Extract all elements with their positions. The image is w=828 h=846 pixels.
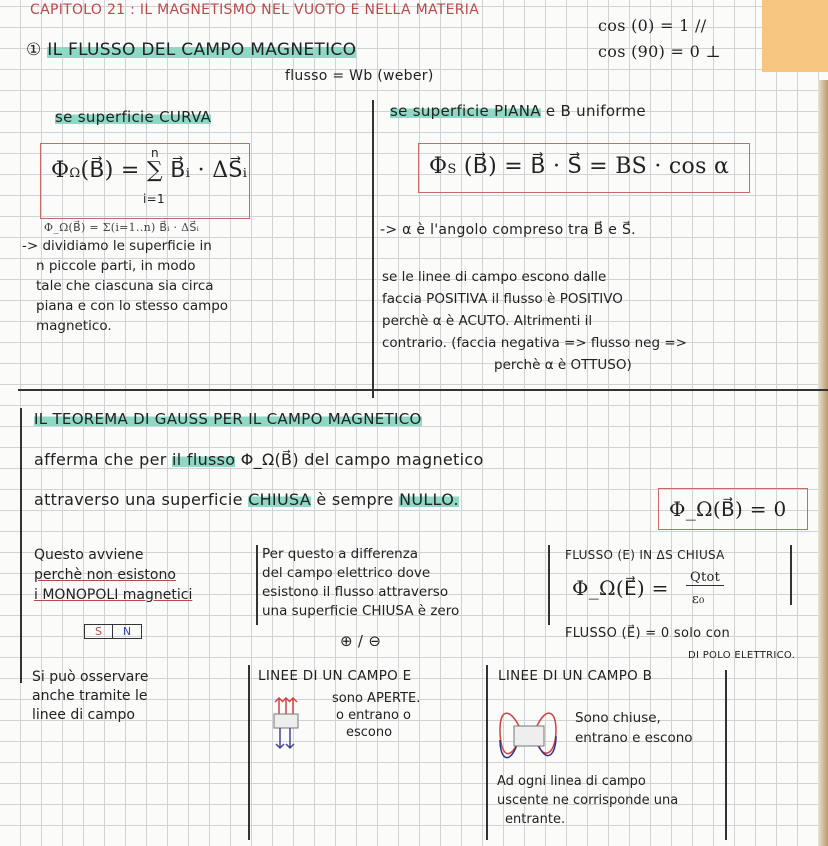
e-field-title: LINEE DI UN CAMPO E bbox=[258, 668, 412, 684]
electric-comparison bbox=[262, 545, 459, 621]
south-pole: S bbox=[85, 625, 113, 638]
column-divider bbox=[790, 545, 792, 605]
section-divider bbox=[18, 389, 828, 391]
north-pole: N bbox=[122, 625, 132, 638]
note-line: faccia POSITIVA il flusso è POSITIVO bbox=[382, 291, 623, 307]
magnetic-field-loops-icon bbox=[496, 700, 562, 768]
column-divider bbox=[548, 545, 550, 625]
note-line: uscente ne corrisponde una bbox=[497, 793, 679, 808]
note-line: entrano e escono bbox=[575, 730, 693, 746]
curved-flux-formula-box bbox=[40, 143, 250, 219]
note-line: linee di campo bbox=[32, 707, 135, 723]
formula-numerator: Qtot bbox=[686, 570, 724, 586]
chapter-title: CAPITOLO 21 : IL MAGNETISMO NEL VUOTO E NELLA MATERIA bbox=[30, 2, 480, 18]
note-line: esistono il flusso attraverso bbox=[262, 584, 449, 600]
b-field-title: LINEE DI UN CAMPO B bbox=[498, 668, 653, 684]
note-line: sono APERTE. bbox=[332, 691, 421, 706]
sticky-note bbox=[762, 0, 828, 72]
flat-flux-formula: ΦS (B⃗) = B⃗ · S⃗ = BS · cos α bbox=[429, 154, 730, 179]
note-line: anche tramite le bbox=[32, 688, 148, 704]
gauss-statement-1: afferma che per il flusso Φ_Ω(B⃗) del campo magnetico bbox=[34, 450, 484, 469]
note-line: del campo elettrico dove bbox=[262, 565, 431, 581]
electric-flux-note: FLUSSO (E⃗) = 0 solo con bbox=[565, 626, 731, 641]
charges-icon: ⊕ / ⊖ bbox=[340, 632, 382, 650]
note-line: entrante. bbox=[505, 812, 566, 827]
note-line: se le linee di campo escono dalle bbox=[382, 269, 607, 285]
column-divider bbox=[372, 100, 374, 398]
section-title-text: IL FLUSSO DEL CAMPO MAGNETICO bbox=[47, 40, 357, 60]
sum-lower: i=1 bbox=[143, 192, 165, 206]
curved-surface-heading: se superficie CURVA bbox=[55, 108, 212, 126]
note-line: o entrano o bbox=[336, 708, 412, 723]
b-field-note bbox=[497, 772, 678, 829]
section-title bbox=[26, 40, 356, 60]
note-line: perchè non esistono bbox=[34, 567, 176, 583]
note-line: Questo avviene bbox=[34, 547, 144, 563]
b-field-text bbox=[575, 708, 693, 748]
e-field-text bbox=[332, 690, 420, 741]
cos-note-0: cos (0) = 1 // bbox=[598, 16, 707, 35]
note-line: Ad ogni linea di campo bbox=[497, 774, 646, 789]
note-line: piana e con lo stesso campo bbox=[36, 298, 229, 314]
note-line: i MONOPOLI magnetici bbox=[34, 587, 193, 603]
curved-flux-formula: Φ_Ω(B⃗) = Σ(i=1..n) B⃗ᵢ · ΔS⃗ᵢ bbox=[44, 221, 200, 234]
column-divider bbox=[248, 665, 250, 840]
column-divider bbox=[256, 545, 258, 625]
column-divider bbox=[486, 665, 488, 840]
column-divider bbox=[725, 670, 727, 840]
cos-note-90: cos (90) = 0 ⊥ bbox=[598, 42, 721, 61]
magnet-icon bbox=[84, 624, 142, 639]
flat-surface-heading: se superficie PIANA e B uniforme bbox=[390, 102, 646, 120]
curved-flux-formula-drawn: ΦΩ(B⃗) = ∑ B⃗ᵢ · ΔS⃗ᵢ bbox=[51, 158, 248, 183]
flux-unit: flusso = Wb (weber) bbox=[285, 68, 434, 84]
field-lines-intro bbox=[32, 668, 148, 725]
section-number: ① bbox=[26, 40, 42, 60]
gauss-statement-2: attraverso una superficie CHIUSA è sempre NULLO. bbox=[34, 490, 459, 509]
curved-notes bbox=[22, 236, 228, 336]
formula-denominator: ε₀ bbox=[692, 592, 705, 607]
electric-flux-formula: Φ_Ω(E⃗) = bbox=[572, 576, 669, 600]
flat-notes bbox=[382, 266, 687, 376]
angle-note: -> α è l'angolo compreso tra B⃗ e S⃗. bbox=[380, 222, 636, 238]
gauss-formula-box bbox=[658, 488, 808, 530]
note-line: escono bbox=[346, 725, 393, 740]
flat-flux-formula-box bbox=[418, 143, 750, 193]
gauss-formula: Φ_Ω(B⃗) = 0 bbox=[669, 497, 787, 521]
note-line: Per questo a differenza bbox=[262, 546, 419, 562]
note-line: Sono chiuse, bbox=[575, 710, 661, 726]
note-line: perchè α è ACUTO. Altrimenti il bbox=[382, 313, 593, 329]
note-line: contrario. (faccia negativa => flusso neg => bbox=[382, 335, 687, 351]
sum-upper: n bbox=[151, 146, 159, 160]
note-line: una superficie CHIUSA è zero bbox=[262, 603, 460, 619]
note-line: -> dividiamo le superficie in bbox=[22, 238, 212, 254]
page-edge bbox=[818, 80, 828, 846]
note-line: tale che ciascuna sia circa bbox=[36, 278, 214, 294]
gauss-bracket bbox=[20, 408, 22, 683]
note-line: n piccole parti, in modo bbox=[36, 258, 196, 274]
monopole-note bbox=[34, 545, 192, 605]
note-line: magnetico. bbox=[36, 318, 112, 334]
electric-field-diagram-icon bbox=[270, 694, 302, 754]
electric-flux-note-2: DI POLO ELETTRICO. bbox=[688, 650, 796, 661]
electric-flux-title: FLUSSO (E) IN ΔS CHIUSA bbox=[565, 548, 725, 562]
gauss-title: IL TEOREMA DI GAUSS PER IL CAMPO MAGNETICO bbox=[34, 410, 422, 428]
note-line: perchè α è OTTUSO) bbox=[494, 357, 632, 373]
note-line: Si può osservare bbox=[32, 669, 149, 685]
